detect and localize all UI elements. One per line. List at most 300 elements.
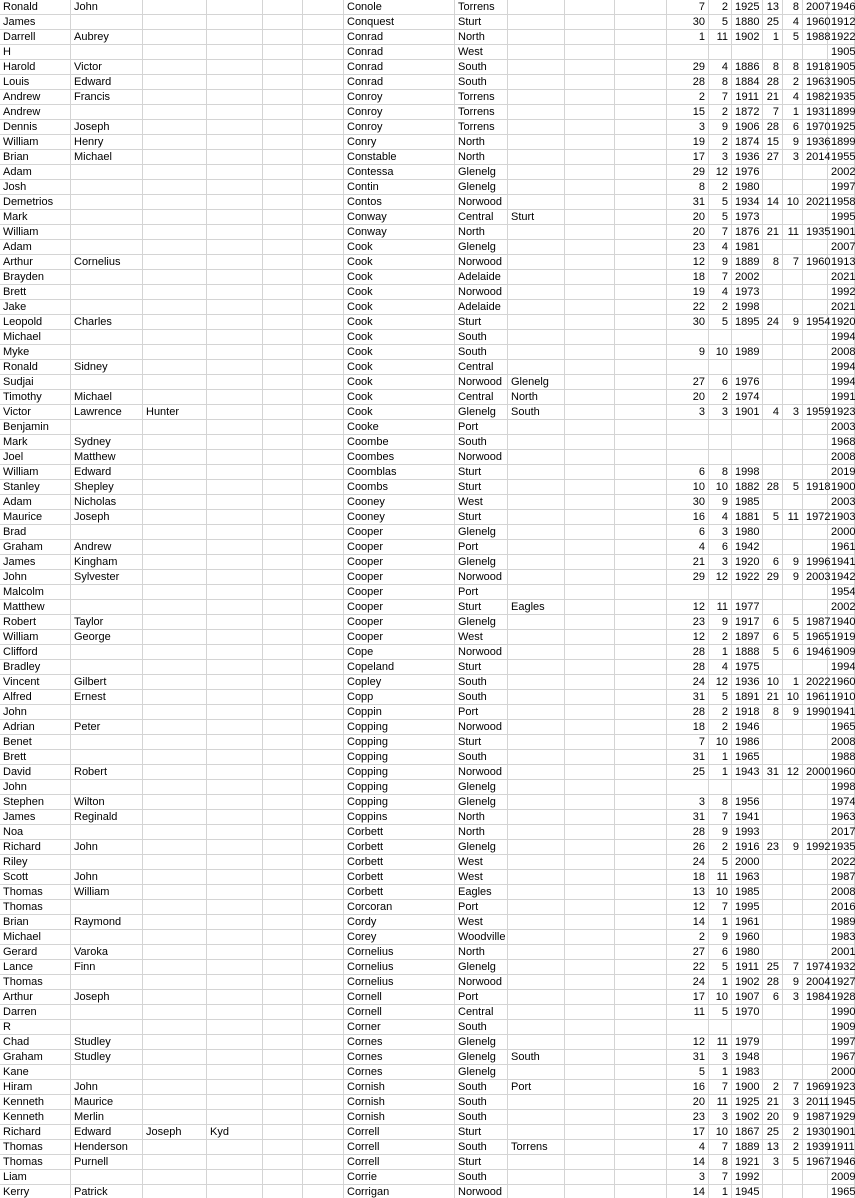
cell-empty-col-4[interactable]	[615, 255, 667, 270]
cell-district-2[interactable]	[508, 855, 565, 870]
cell-year-2[interactable]	[803, 825, 828, 840]
cell-year-1[interactable]: 1981	[732, 240, 763, 255]
cell-month-1[interactable]: 1	[709, 915, 732, 930]
cell-empty-col-4[interactable]	[615, 1185, 667, 1198]
cell-month-2[interactable]: 4	[783, 90, 803, 105]
cell-surname[interactable]: Coombes	[344, 450, 455, 465]
cell-year-1[interactable]: 1901	[732, 405, 763, 420]
cell-month-1[interactable]: 7	[709, 1140, 732, 1155]
cell-empty-col-4[interactable]	[615, 870, 667, 885]
cell-month-2[interactable]: 9	[783, 570, 803, 585]
cell-final-year[interactable]: 1997	[828, 1035, 855, 1050]
cell-year-2[interactable]	[803, 1170, 828, 1185]
cell-empty-col-4[interactable]	[615, 0, 667, 15]
cell-second-name[interactable]	[71, 750, 143, 765]
cell-second-name[interactable]	[71, 1005, 143, 1020]
cell-day-1[interactable]: 31	[667, 1050, 709, 1065]
cell-empty-col-2[interactable]	[303, 390, 344, 405]
cell-district[interactable]: South	[455, 750, 508, 765]
cell-first-name[interactable]: Andrew	[0, 105, 71, 120]
cell-month-2[interactable]	[783, 1050, 803, 1065]
cell-empty-col-1[interactable]	[263, 915, 303, 930]
cell-day-1[interactable]: 13	[667, 885, 709, 900]
cell-month-1[interactable]: 5	[709, 15, 732, 30]
cell-day-1[interactable]: 21	[667, 555, 709, 570]
cell-empty-col-4[interactable]	[615, 705, 667, 720]
cell-fourth-name[interactable]	[207, 840, 263, 855]
cell-month-1[interactable]: 11	[709, 1095, 732, 1110]
cell-third-name[interactable]	[143, 420, 207, 435]
cell-month-2[interactable]: 4	[783, 15, 803, 30]
cell-year-2[interactable]	[803, 375, 828, 390]
cell-year-1[interactable]: 1963	[732, 870, 763, 885]
cell-second-name[interactable]	[71, 165, 143, 180]
cell-day-1[interactable]: 4	[667, 1140, 709, 1155]
cell-fourth-name[interactable]	[207, 1035, 263, 1050]
cell-surname[interactable]: Contin	[344, 180, 455, 195]
cell-first-name[interactable]: William	[0, 465, 71, 480]
cell-empty-col-4[interactable]	[615, 840, 667, 855]
cell-empty-col-4[interactable]	[615, 1080, 667, 1095]
cell-third-name[interactable]	[143, 1050, 207, 1065]
cell-year-2[interactable]: 2004	[803, 975, 828, 990]
cell-month-1[interactable]: 8	[709, 795, 732, 810]
cell-final-year[interactable]: 1946	[828, 0, 855, 15]
cell-empty-col-2[interactable]	[303, 990, 344, 1005]
cell-fourth-name[interactable]	[207, 585, 263, 600]
cell-empty-col-1[interactable]	[263, 0, 303, 15]
cell-month-1[interactable]: 11	[709, 1035, 732, 1050]
cell-empty-col-1[interactable]	[263, 840, 303, 855]
cell-district[interactable]: South	[455, 690, 508, 705]
cell-final-year[interactable]: 1988	[828, 750, 855, 765]
cell-empty-col-2[interactable]	[303, 1065, 344, 1080]
cell-day-1[interactable]: 20	[667, 225, 709, 240]
cell-surname[interactable]: Cook	[344, 240, 455, 255]
cell-district[interactable]: Sturt	[455, 735, 508, 750]
cell-year-2[interactable]: 1959	[803, 405, 828, 420]
cell-month-2[interactable]	[783, 45, 803, 60]
cell-month-2[interactable]	[783, 1005, 803, 1020]
cell-third-name[interactable]	[143, 960, 207, 975]
cell-district-2[interactable]	[508, 1020, 565, 1035]
cell-day-1[interactable]: 12	[667, 600, 709, 615]
cell-empty-col-4[interactable]	[615, 555, 667, 570]
cell-month-2[interactable]	[783, 870, 803, 885]
cell-empty-col-4[interactable]	[615, 1155, 667, 1170]
cell-fourth-name[interactable]	[207, 495, 263, 510]
cell-day-1[interactable]: 29	[667, 570, 709, 585]
cell-empty-col-3[interactable]	[565, 435, 615, 450]
cell-day-2[interactable]: 23	[763, 840, 783, 855]
cell-third-name[interactable]	[143, 630, 207, 645]
cell-day-2[interactable]: 31	[763, 765, 783, 780]
cell-empty-col-3[interactable]	[565, 495, 615, 510]
cell-day-2[interactable]	[763, 780, 783, 795]
cell-day-2[interactable]	[763, 1035, 783, 1050]
cell-empty-col-1[interactable]	[263, 450, 303, 465]
cell-empty-col-4[interactable]	[615, 720, 667, 735]
cell-district[interactable]: Norwood	[455, 720, 508, 735]
cell-month-1[interactable]: 3	[709, 405, 732, 420]
cell-district-2[interactable]	[508, 690, 565, 705]
cell-fourth-name[interactable]	[207, 210, 263, 225]
cell-first-name[interactable]: Adam	[0, 495, 71, 510]
cell-district[interactable]: Sturt	[455, 600, 508, 615]
cell-year-2[interactable]: 1960	[803, 15, 828, 30]
cell-year-1[interactable]: 1960	[732, 930, 763, 945]
cell-second-name[interactable]: Joseph	[71, 120, 143, 135]
cell-surname[interactable]: Cook	[344, 375, 455, 390]
cell-empty-col-2[interactable]	[303, 435, 344, 450]
cell-empty-col-4[interactable]	[615, 900, 667, 915]
cell-third-name[interactable]	[143, 240, 207, 255]
cell-day-1[interactable]: 14	[667, 915, 709, 930]
cell-fourth-name[interactable]	[207, 615, 263, 630]
cell-month-1[interactable]: 1	[709, 645, 732, 660]
cell-year-2[interactable]: 1972	[803, 510, 828, 525]
cell-month-2[interactable]	[783, 795, 803, 810]
cell-surname[interactable]: Cooke	[344, 420, 455, 435]
cell-day-1[interactable]: 7	[667, 735, 709, 750]
cell-day-2[interactable]: 21	[763, 690, 783, 705]
cell-surname[interactable]: Corbett	[344, 870, 455, 885]
cell-third-name[interactable]	[143, 540, 207, 555]
cell-day-2[interactable]	[763, 945, 783, 960]
cell-third-name[interactable]	[143, 525, 207, 540]
cell-year-1[interactable]: 1872	[732, 105, 763, 120]
cell-empty-col-3[interactable]	[565, 720, 615, 735]
cell-second-name[interactable]: Patrick	[71, 1185, 143, 1198]
cell-year-1[interactable]: 1918	[732, 705, 763, 720]
cell-final-year[interactable]: 1940	[828, 615, 855, 630]
cell-district[interactable]: Central	[455, 360, 508, 375]
cell-third-name[interactable]	[143, 705, 207, 720]
cell-empty-col-1[interactable]	[263, 735, 303, 750]
cell-year-2[interactable]	[803, 1020, 828, 1035]
cell-empty-col-4[interactable]	[615, 375, 667, 390]
cell-fourth-name[interactable]	[207, 1020, 263, 1035]
cell-empty-col-3[interactable]	[565, 660, 615, 675]
cell-empty-col-4[interactable]	[615, 150, 667, 165]
cell-empty-col-1[interactable]	[263, 165, 303, 180]
cell-final-year[interactable]: 2008	[828, 885, 855, 900]
cell-year-1[interactable]	[732, 585, 763, 600]
cell-second-name[interactable]: Taylor	[71, 615, 143, 630]
cell-empty-col-3[interactable]	[565, 225, 615, 240]
cell-surname[interactable]: Copping	[344, 735, 455, 750]
cell-day-2[interactable]	[763, 525, 783, 540]
cell-empty-col-1[interactable]	[263, 390, 303, 405]
cell-final-year[interactable]: 1989	[828, 915, 855, 930]
cell-third-name[interactable]	[143, 435, 207, 450]
cell-year-2[interactable]	[803, 885, 828, 900]
cell-district-2[interactable]	[508, 720, 565, 735]
cell-day-2[interactable]	[763, 465, 783, 480]
cell-year-2[interactable]	[803, 345, 828, 360]
cell-month-2[interactable]	[783, 360, 803, 375]
cell-district[interactable]: Glenelg	[455, 780, 508, 795]
cell-district[interactable]: South	[455, 330, 508, 345]
cell-first-name[interactable]: Michael	[0, 330, 71, 345]
cell-year-1[interactable]: 1975	[732, 660, 763, 675]
cell-surname[interactable]: Corner	[344, 1020, 455, 1035]
cell-day-2[interactable]: 6	[763, 615, 783, 630]
cell-day-1[interactable]: 27	[667, 375, 709, 390]
cell-third-name[interactable]	[143, 870, 207, 885]
cell-first-name[interactable]: Richard	[0, 840, 71, 855]
cell-fourth-name[interactable]	[207, 915, 263, 930]
cell-empty-col-2[interactable]	[303, 930, 344, 945]
cell-day-1[interactable]: 2	[667, 930, 709, 945]
cell-empty-col-4[interactable]	[615, 510, 667, 525]
cell-first-name[interactable]: Louis	[0, 75, 71, 90]
cell-third-name[interactable]	[143, 975, 207, 990]
cell-year-2[interactable]	[803, 465, 828, 480]
cell-day-2[interactable]: 21	[763, 90, 783, 105]
cell-empty-col-2[interactable]	[303, 15, 344, 30]
cell-month-1[interactable]: 6	[709, 540, 732, 555]
cell-year-2[interactable]	[803, 600, 828, 615]
cell-district[interactable]: South	[455, 1080, 508, 1095]
cell-district[interactable]: Adelaide	[455, 270, 508, 285]
cell-year-2[interactable]: 1967	[803, 1155, 828, 1170]
cell-month-2[interactable]: 8	[783, 0, 803, 15]
cell-final-year[interactable]: 1945	[828, 1095, 855, 1110]
cell-day-2[interactable]: 8	[763, 255, 783, 270]
cell-first-name[interactable]: Brian	[0, 150, 71, 165]
cell-final-year[interactable]: 2021	[828, 270, 855, 285]
cell-district[interactable]: Norwood	[455, 255, 508, 270]
cell-district-2[interactable]	[508, 510, 565, 525]
cell-district-2[interactable]	[508, 90, 565, 105]
cell-month-1[interactable]: 2	[709, 630, 732, 645]
cell-empty-col-3[interactable]	[565, 1110, 615, 1125]
cell-final-year[interactable]: 1994	[828, 660, 855, 675]
cell-month-2[interactable]: 9	[783, 315, 803, 330]
cell-year-1[interactable]: 1980	[732, 180, 763, 195]
cell-district[interactable]: South	[455, 1020, 508, 1035]
cell-day-2[interactable]	[763, 285, 783, 300]
cell-fourth-name[interactable]	[207, 525, 263, 540]
cell-surname[interactable]: Cooper	[344, 630, 455, 645]
cell-district[interactable]: Port	[455, 705, 508, 720]
cell-empty-col-3[interactable]	[565, 315, 615, 330]
cell-empty-col-3[interactable]	[565, 570, 615, 585]
cell-third-name[interactable]	[143, 225, 207, 240]
cell-surname[interactable]: Cope	[344, 645, 455, 660]
cell-empty-col-2[interactable]	[303, 555, 344, 570]
cell-month-1[interactable]: 7	[709, 1080, 732, 1095]
cell-fourth-name[interactable]	[207, 105, 263, 120]
cell-district-2[interactable]	[508, 465, 565, 480]
cell-empty-col-1[interactable]	[263, 1110, 303, 1125]
cell-third-name[interactable]	[143, 60, 207, 75]
cell-year-2[interactable]	[803, 720, 828, 735]
cell-fourth-name[interactable]	[207, 855, 263, 870]
cell-second-name[interactable]	[71, 900, 143, 915]
cell-final-year[interactable]: 1960	[828, 675, 855, 690]
cell-year-2[interactable]: 1965	[803, 630, 828, 645]
cell-month-2[interactable]	[783, 915, 803, 930]
cell-month-2[interactable]: 5	[783, 30, 803, 45]
cell-year-1[interactable]	[732, 360, 763, 375]
cell-empty-col-1[interactable]	[263, 975, 303, 990]
cell-surname[interactable]: Corbett	[344, 885, 455, 900]
cell-first-name[interactable]: Timothy	[0, 390, 71, 405]
cell-empty-col-3[interactable]	[565, 900, 615, 915]
cell-year-1[interactable]: 1884	[732, 75, 763, 90]
cell-year-1[interactable]	[732, 435, 763, 450]
cell-day-2[interactable]: 6	[763, 630, 783, 645]
cell-surname[interactable]: Coppins	[344, 810, 455, 825]
cell-surname[interactable]: Cooney	[344, 510, 455, 525]
cell-district-2[interactable]	[508, 765, 565, 780]
cell-surname[interactable]: Conway	[344, 210, 455, 225]
cell-surname[interactable]: Cornell	[344, 1005, 455, 1020]
cell-empty-col-2[interactable]	[303, 630, 344, 645]
cell-surname[interactable]: Cook	[344, 300, 455, 315]
cell-second-name[interactable]: Edward	[71, 75, 143, 90]
cell-surname[interactable]: Conrad	[344, 60, 455, 75]
cell-month-1[interactable]	[709, 45, 732, 60]
cell-empty-col-1[interactable]	[263, 510, 303, 525]
cell-surname[interactable]: Copley	[344, 675, 455, 690]
cell-year-2[interactable]	[803, 795, 828, 810]
cell-district[interactable]: West	[455, 915, 508, 930]
cell-second-name[interactable]: Lawrence	[71, 405, 143, 420]
cell-empty-col-2[interactable]	[303, 615, 344, 630]
cell-empty-col-1[interactable]	[263, 585, 303, 600]
cell-month-1[interactable]: 7	[709, 270, 732, 285]
cell-day-2[interactable]	[763, 495, 783, 510]
cell-year-2[interactable]	[803, 285, 828, 300]
cell-third-name[interactable]	[143, 1035, 207, 1050]
cell-surname[interactable]: Cooper	[344, 555, 455, 570]
cell-empty-col-1[interactable]	[263, 555, 303, 570]
cell-year-2[interactable]	[803, 915, 828, 930]
cell-third-name[interactable]	[143, 330, 207, 345]
cell-fourth-name[interactable]	[207, 435, 263, 450]
cell-month-2[interactable]	[783, 585, 803, 600]
cell-year-2[interactable]: 1931	[803, 105, 828, 120]
cell-district-2[interactable]	[508, 360, 565, 375]
cell-empty-col-1[interactable]	[263, 1020, 303, 1035]
cell-empty-col-2[interactable]	[303, 210, 344, 225]
cell-empty-col-4[interactable]	[615, 180, 667, 195]
cell-second-name[interactable]	[71, 855, 143, 870]
cell-surname[interactable]: Cornes	[344, 1035, 455, 1050]
cell-surname[interactable]: Correll	[344, 1155, 455, 1170]
cell-month-2[interactable]: 12	[783, 765, 803, 780]
cell-empty-col-4[interactable]	[615, 1035, 667, 1050]
cell-year-1[interactable]: 1907	[732, 990, 763, 1005]
cell-day-2[interactable]	[763, 540, 783, 555]
cell-month-1[interactable]: 7	[709, 90, 732, 105]
cell-empty-col-2[interactable]	[303, 360, 344, 375]
cell-year-1[interactable]: 1976	[732, 375, 763, 390]
cell-empty-col-2[interactable]	[303, 855, 344, 870]
cell-surname[interactable]: Conroy	[344, 90, 455, 105]
cell-third-name[interactable]	[143, 780, 207, 795]
cell-empty-col-3[interactable]	[565, 795, 615, 810]
cell-final-year[interactable]: 1942	[828, 570, 855, 585]
cell-third-name[interactable]	[143, 135, 207, 150]
cell-district-2[interactable]	[508, 660, 565, 675]
cell-month-2[interactable]: 5	[783, 480, 803, 495]
cell-empty-col-2[interactable]	[303, 1125, 344, 1140]
cell-empty-col-3[interactable]	[565, 105, 615, 120]
cell-month-2[interactable]	[783, 330, 803, 345]
cell-year-1[interactable]: 1886	[732, 60, 763, 75]
cell-empty-col-2[interactable]	[303, 165, 344, 180]
cell-month-2[interactable]: 11	[783, 510, 803, 525]
cell-year-1[interactable]: 1881	[732, 510, 763, 525]
cell-empty-col-2[interactable]	[303, 1050, 344, 1065]
cell-year-1[interactable]: 1942	[732, 540, 763, 555]
cell-empty-col-2[interactable]	[303, 1035, 344, 1050]
cell-first-name[interactable]: Scott	[0, 870, 71, 885]
cell-year-1[interactable]: 1880	[732, 15, 763, 30]
cell-month-1[interactable]	[709, 330, 732, 345]
cell-empty-col-3[interactable]	[565, 930, 615, 945]
cell-district-2[interactable]	[508, 735, 565, 750]
cell-empty-col-3[interactable]	[565, 1185, 615, 1198]
cell-day-1[interactable]: 29	[667, 165, 709, 180]
cell-first-name[interactable]: Alfred	[0, 690, 71, 705]
cell-empty-col-2[interactable]	[303, 270, 344, 285]
cell-empty-col-1[interactable]	[263, 825, 303, 840]
cell-year-1[interactable]: 1911	[732, 90, 763, 105]
cell-fourth-name[interactable]	[207, 90, 263, 105]
cell-surname[interactable]: Copping	[344, 765, 455, 780]
cell-second-name[interactable]: William	[71, 885, 143, 900]
cell-empty-col-1[interactable]	[263, 780, 303, 795]
cell-second-name[interactable]: John	[71, 870, 143, 885]
cell-district[interactable]: Glenelg	[455, 1050, 508, 1065]
cell-empty-col-1[interactable]	[263, 600, 303, 615]
cell-day-2[interactable]: 21	[763, 1095, 783, 1110]
cell-district[interactable]: Torrens	[455, 90, 508, 105]
cell-month-1[interactable]: 4	[709, 240, 732, 255]
cell-surname[interactable]: Conole	[344, 0, 455, 15]
cell-month-2[interactable]	[783, 270, 803, 285]
cell-month-2[interactable]: 9	[783, 840, 803, 855]
cell-surname[interactable]: Cornes	[344, 1050, 455, 1065]
cell-year-1[interactable]: 1891	[732, 690, 763, 705]
cell-third-name[interactable]	[143, 315, 207, 330]
cell-month-2[interactable]	[783, 180, 803, 195]
cell-year-2[interactable]	[803, 1005, 828, 1020]
cell-empty-col-3[interactable]	[565, 165, 615, 180]
cell-empty-col-1[interactable]	[263, 405, 303, 420]
cell-empty-col-1[interactable]	[263, 1095, 303, 1110]
cell-month-2[interactable]: 2	[783, 1140, 803, 1155]
cell-district[interactable]: Sturt	[455, 315, 508, 330]
cell-final-year[interactable]: 1992	[828, 285, 855, 300]
cell-month-1[interactable]: 7	[709, 225, 732, 240]
cell-final-year[interactable]: 1901	[828, 225, 855, 240]
cell-fourth-name[interactable]	[207, 165, 263, 180]
cell-surname[interactable]: Cornelius	[344, 945, 455, 960]
cell-month-2[interactable]	[783, 750, 803, 765]
cell-day-2[interactable]: 1	[763, 30, 783, 45]
cell-empty-col-1[interactable]	[263, 435, 303, 450]
cell-day-2[interactable]: 8	[763, 705, 783, 720]
cell-empty-col-1[interactable]	[263, 420, 303, 435]
cell-year-2[interactable]	[803, 360, 828, 375]
cell-final-year[interactable]: 1912	[828, 15, 855, 30]
